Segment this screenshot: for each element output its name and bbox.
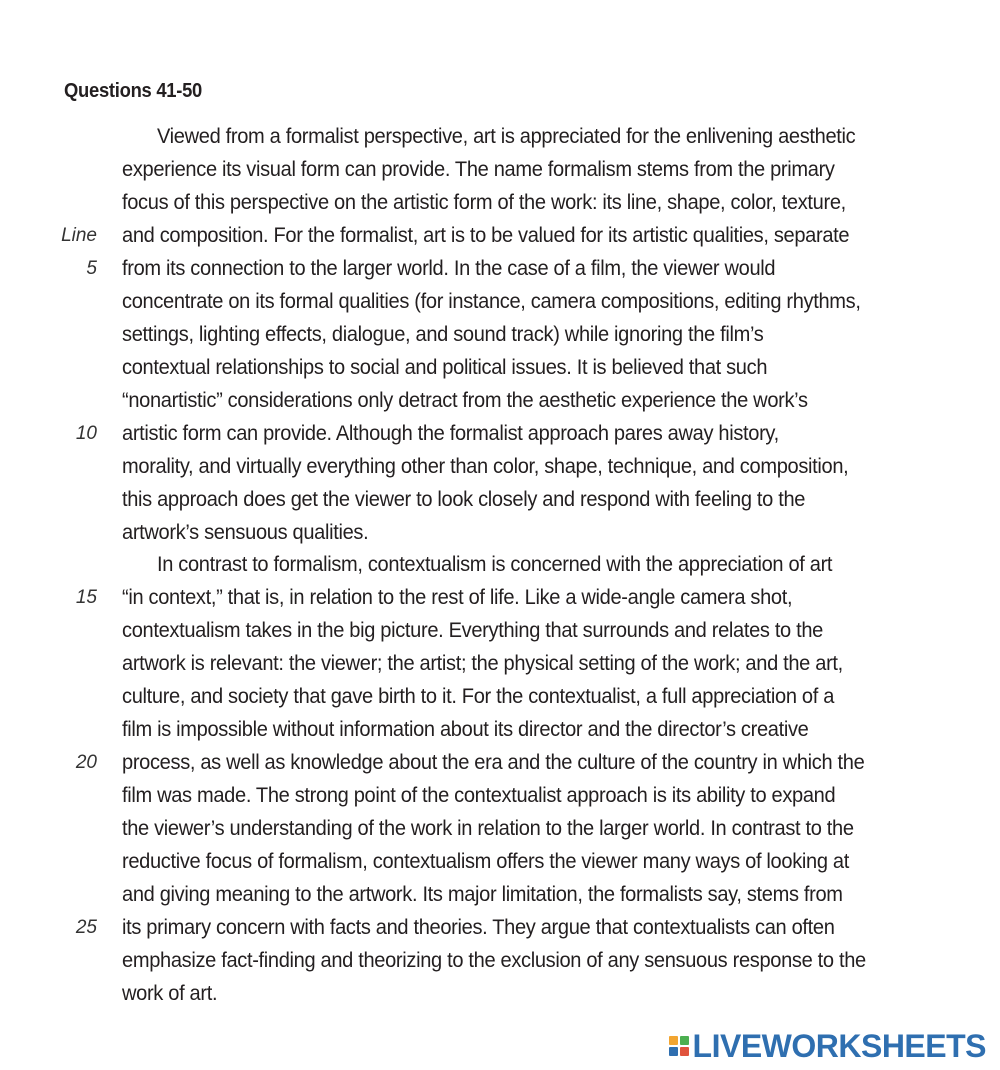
text-line: In contrast to formalism, contextualism is concerned with the appreciation of art bbox=[157, 553, 833, 576]
line-label: Line bbox=[61, 225, 97, 246]
text-line: morality, and virtually everything other than color, shape, technique, and composition, bbox=[122, 455, 849, 478]
text-line: from its connection to the larger world. In the case of a film, the viewer would bbox=[122, 257, 776, 280]
text-line: focus of this perspective on the artistic form of the work: its line, shape, color, texture, bbox=[122, 191, 846, 214]
text-line: “nonartistic” considerations only detract from the aesthetic experience the work’s bbox=[122, 389, 808, 412]
logo-square bbox=[669, 1047, 678, 1056]
line-number-5: 5 bbox=[86, 258, 97, 279]
liveworksheets-watermark bbox=[669, 1028, 986, 1064]
text-line: film is impossible without information about its director and the director’s creative bbox=[122, 718, 809, 741]
text-line: and composition. For the formalist, art is to be valued for its artistic qualities, separate bbox=[122, 224, 850, 247]
text-line: this approach does get the viewer to look closely and respond with feeling to the bbox=[122, 488, 806, 511]
text-line: culture, and society that gave birth to it. For the contextualist, a full appreciation of a bbox=[122, 685, 835, 708]
logo-square bbox=[669, 1036, 678, 1045]
page-heading: Questions 41-50 bbox=[64, 80, 203, 102]
line-number-10: 10 bbox=[75, 423, 97, 444]
text-line: artistic form can provide. Although the formalist approach pares away history, bbox=[122, 422, 779, 445]
line-number-25: 25 bbox=[75, 917, 97, 938]
text-line: concentrate on its formal qualities (for instance, camera compositions, editing rhythms, bbox=[122, 290, 861, 313]
text-line: artwork’s sensuous qualities. bbox=[122, 521, 369, 544]
line-number-20: 20 bbox=[75, 752, 97, 773]
text-line: process, as well as knowledge about the era and the culture of the country in which the bbox=[122, 751, 865, 774]
liveworksheets-logo-icon bbox=[669, 1036, 689, 1056]
logo-square bbox=[680, 1036, 689, 1045]
text-line: film was made. The strong point of the contextualist approach is its ability to expand bbox=[122, 784, 836, 807]
text-line: artwork is relevant: the viewer; the artist; the physical setting of the work; and the art, bbox=[122, 652, 843, 675]
text-line: work of art. bbox=[122, 982, 218, 1005]
line-number-15: 15 bbox=[75, 587, 97, 608]
text-line: and giving meaning to the artwork. Its major limitation, the formalists say, stems from bbox=[122, 883, 843, 906]
text-line: the viewer’s understanding of the work in relation to the larger world. In contrast to the bbox=[122, 817, 854, 840]
text-line: Viewed from a formalist perspective, art is appreciated for the enlivening aesthetic bbox=[157, 125, 856, 148]
logo-square bbox=[680, 1047, 689, 1056]
text-line: reductive focus of formalism, contextualism offers the viewer many ways of looking at bbox=[122, 850, 849, 873]
text-line: experience its visual form can provide. The name formalism stems from the primary bbox=[122, 158, 835, 181]
text-line: emphasize fact-finding and theorizing to the exclusion of any sensuous response to the bbox=[122, 949, 866, 972]
text-line: settings, lighting effects, dialogue, and sound track) while ignoring the film’s bbox=[122, 323, 764, 346]
text-line: contextualism takes in the big picture. Everything that surrounds and relates to the bbox=[122, 619, 823, 642]
text-line: contextual relationships to social and political issues. It is believed that such bbox=[122, 356, 768, 379]
text-line: its primary concern with facts and theories. They argue that contextualists can often bbox=[122, 916, 835, 939]
watermark-text: LIVEWORKSHEETS bbox=[692, 1027, 986, 1064]
text-line: “in context,” that is, in relation to the rest of life. Like a wide-angle camera shot, bbox=[122, 586, 793, 609]
